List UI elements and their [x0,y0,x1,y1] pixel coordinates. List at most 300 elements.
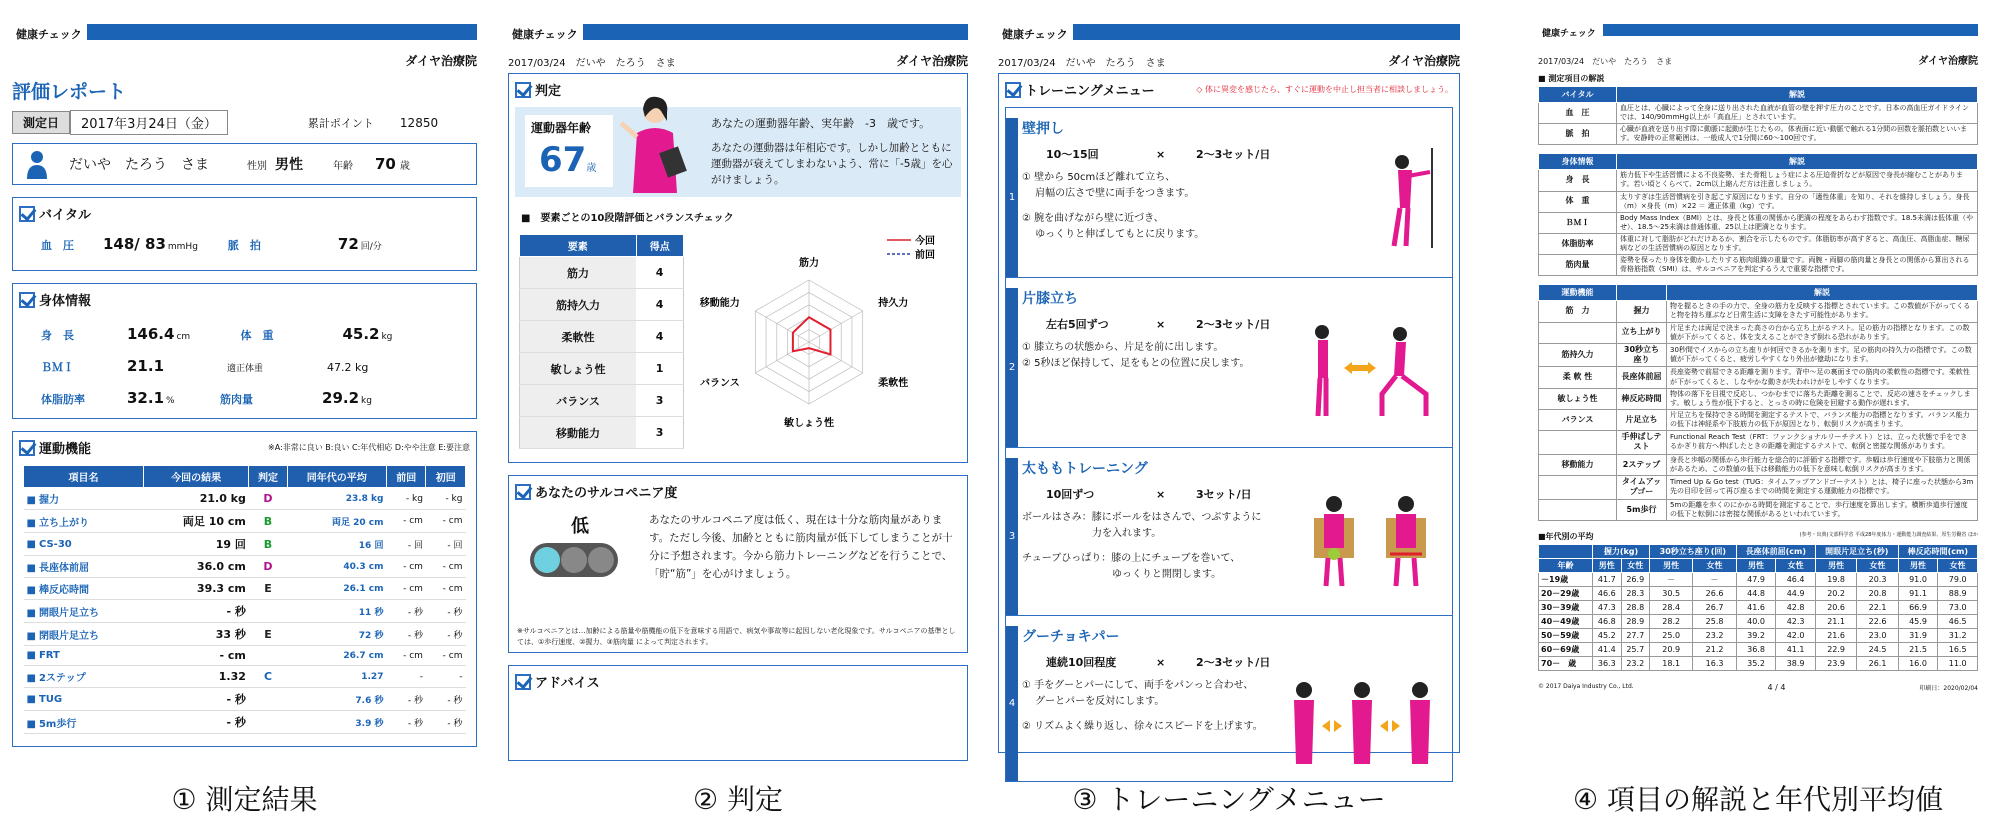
vital-explanation-table [1538,86,1978,145]
avg-cell: 16.5 [1938,642,1978,656]
patient-box [12,143,477,185]
avg-cell: 47.3 [1593,600,1621,614]
exp-cell: 移動能力 [1539,454,1617,475]
motor-cell: - cm [386,556,425,578]
training-reps [1046,654,1452,670]
table-row [1539,343,1978,367]
exp-header-cell: 解説 [1667,285,1978,301]
avg-cell: 20－29歳 [1539,586,1593,600]
element-score: 4 [636,257,683,289]
motor-cell: C [249,666,287,688]
avg-cell: 22.1 [1857,600,1898,614]
body-info-box [12,283,477,419]
table-row [520,353,684,385]
avg-cell: 70－ 歳 [1539,656,1593,670]
sub-header [508,52,968,69]
motor-cell [249,711,287,734]
motor-cell: 36.0 cm [143,556,248,578]
fat-unit: % [166,396,175,406]
motor-cell [24,646,144,666]
table-row [1539,642,1978,656]
age-msg-1: あなたの運動器年齢、実年齢 -3 歳です。 [711,117,931,130]
exp-cell: ＢＭＩ [1539,212,1617,233]
element-name: 移動能力 [520,417,637,449]
legend-now: 今回 [915,236,935,247]
height-value: 146.4 [127,325,175,343]
training-list [1005,107,1453,782]
doc-date: 2017/03/24 [998,58,1056,69]
exp-cell: 体脂肪率 [1539,233,1617,254]
exp-cell: 血 圧 [1539,103,1617,124]
bmi-value: 21.1 [127,357,165,375]
exp-cell: 身 長 [1539,170,1617,191]
avg-cell: 36.3 [1593,656,1621,670]
motor-cell: - 秒 [426,600,466,623]
table-row [1539,628,1978,642]
training-name: 片膝立ち [1022,291,1078,307]
check-icon [515,674,531,690]
sets-value: 2～3セット/日 [1196,148,1271,161]
motor-cell: 7.6 秒 [287,688,386,711]
motor-cell: - 秒 [386,688,425,711]
avg-cell: 11.0 [1938,656,1978,670]
motor-cell: - 秒 [386,600,425,623]
table-row [24,600,466,623]
avg-cell: 22.6 [1857,614,1898,628]
pulse-value: 72 [337,235,359,253]
avg-cell: 45.2 [1593,628,1621,642]
training-step: 肩幅の広さで壁に両手をつきます。 [1022,187,1195,199]
check-icon [1005,82,1021,98]
avg-cell: 23.2 [1621,656,1649,670]
table-row [520,417,684,449]
table-row [24,488,466,510]
avg-cell: 20.6 [1815,600,1856,614]
exp-cell: 心臓が血液を送り出す際に動脈に起動が生じたもの。体表面に近い動脈で触れる1分間の回数を脈拍数といいます。安静時の正常範囲は、一般成人で1分間に60～100回です。 [1617,124,1978,145]
clinic-name: ダイヤ治療院 [896,54,968,68]
motor-cell [24,666,144,688]
motor-table [23,465,466,734]
table-row [520,321,684,353]
exp-cell [1539,499,1617,520]
age-value: 70 [375,155,396,173]
radar-axis [755,342,809,373]
vital-title: バイタル [39,208,92,223]
motor-cell: 26.7 cm [287,646,386,666]
thigh-training-illustration [1302,488,1442,588]
sub-header [998,52,1460,69]
table-row [24,578,466,600]
check-icon [19,206,35,222]
training-number: 1 [1006,118,1018,277]
exp-cell: 2ステップ [1617,454,1667,475]
header-label: 健康チェック [512,28,578,41]
exp-cell [1539,431,1617,455]
motor-cell: 33 秒 [143,623,248,646]
avg-cell: 60－69歳 [1539,642,1593,656]
times-symbol: × [1156,318,1166,331]
avg-cell: 22.9 [1815,642,1856,656]
motor-cell: D [249,556,287,578]
page-header [508,20,968,50]
avg-cell: 41.6 [1736,600,1776,614]
motor-cell [24,623,144,646]
exp-cell: 物を握るときの手の力で、全身の筋力を反映する指標とされています。この数値が下がってくると物を持ち運ぶなど日常生活に支障をきたす可能性があります。 [1667,301,1978,322]
radar-section-title: ■ 要素ごとの10段階評価とバランスチェック [521,213,734,224]
motor-header-cell: 前回 [386,466,425,488]
avg-cell: 44.9 [1776,586,1816,600]
avg-cell: 42.8 [1776,600,1816,614]
table-row [1539,255,1978,276]
bullet-icon: ■ [26,585,36,596]
caption-4: ④ 項目の解説と年代別平均値 [1572,783,1943,816]
table-row [24,711,466,734]
exp-cell: 立ち上がり [1617,322,1667,343]
motor-header-cell: 初回 [426,466,466,488]
motor-cell: E [249,578,287,600]
exp-cell: 体重に対して脂肪がどれだけあるか、割合を示したものです。体脂肪率が高すぎると、高血圧、高脂血症、糖尿病などの生活習慣病の原因となります。 [1617,233,1978,254]
element-score: 4 [636,321,683,353]
table-row [1539,409,1978,430]
avg-cell: 36.8 [1736,642,1776,656]
motor-cell: - cm [426,578,466,600]
radar-axis-label: 持久力 [878,298,909,309]
avg-cell: 26.9 [1621,572,1649,586]
wall-push-illustration [1372,148,1442,248]
bp-unit: mmHg [167,242,198,252]
table-row [1539,499,1978,520]
element-score: 4 [636,289,683,321]
table-row [1539,170,1978,191]
motor-cell: 21.0 kg [143,488,248,510]
motor-item-name: 長座体前屈 [38,563,89,574]
muscle-value: 29.2 [322,389,360,407]
avg-group-header: 長座体前屈(cm) [1736,544,1815,558]
motor-function-box [12,431,477,747]
muscle-label: 筋肉量 [220,393,254,406]
check-icon [515,484,531,500]
avg-cell: 28.9 [1621,614,1649,628]
exp-cell: 身長と歩幅の関係から歩行能力を総合的に評価する指標です。歩幅は歩行速度や下肢筋力と関係があるため、この数値の低下は移動能力の低下を意味し転倒リスクが高まります。 [1667,454,1978,475]
age-box-label: 運動器年齢 [531,121,592,135]
avg-cell: － [1650,572,1693,586]
avg-cell: 21.2 [1693,642,1736,656]
sarco-title: あなたのサルコペニア度 [535,486,678,501]
exp-cell: 筋肉量 [1539,255,1617,276]
motor-item-name: FRT [38,650,60,661]
training-step: グーとパーを反対にします。 [1022,695,1165,707]
motor-item-name: 開眼片足立ち [38,607,99,619]
training-name: グーチョキパー [1022,629,1120,645]
table-row [24,533,466,556]
training-warning: ◇ 体に異変を感じたら、すぐに運動を中止し担当者に相談しましょう。 [1196,85,1453,94]
avg-corner [1539,544,1593,558]
clinic-name: ダイヤ治療院 [1388,54,1460,68]
training-title: トレーニングメニュー [1025,84,1155,99]
motor-cell [249,688,287,711]
motor-item-name: CS-30 [38,538,72,550]
training-step: ② 5秒ほど保持して、足をもとの位置に戻します。 [1022,357,1250,369]
age-panel [515,107,961,197]
caption-1: ① 測定結果 [171,783,318,816]
fat-value: 32.1 [127,389,165,407]
motor-cell [24,711,144,734]
avg-cell: 26.7 [1693,600,1736,614]
avg-cell: 46.6 [1593,586,1621,600]
page-number: 4 / 4 [1767,682,1786,692]
avg-cell: 50－59歳 [1539,628,1593,642]
reps-value: 左右5回ずつ [1046,318,1109,331]
avg-group-header: 30秒立ち座り(回) [1650,544,1737,558]
training-step: チューブひっぱり：膝の上にチューブを巻いて、 [1022,553,1241,564]
motor-cell: - kg [386,488,425,510]
std-weight-label: 適正体重 [227,364,264,374]
table-row [1539,191,1978,212]
sarco-note: ※サルコペニアとは…加齢による筋量や筋機能の低下を意味する用語で、病気や事故等に起因しない老化現象です。サルコペニアの基準としては、①歩行速度、②握力、③筋肉量 によって判定されます。 [517,627,956,646]
header-bar [1603,24,1978,36]
avg-cell: 23.0 [1857,628,1898,642]
avg-group-header: 握力(kg) [1593,544,1650,558]
training-step: ② リズムよく繰り返し、徐々にスピードを上げます。 [1022,721,1263,732]
motor-cell [24,578,144,600]
measure-date: 2017年3月24日（金） [70,110,228,135]
avg-cell: 23.9 [1815,656,1856,670]
avg-sub-header: 女性 [1776,558,1816,572]
motor-cell: - cm [426,510,466,533]
motor-cell: - 回 [426,533,466,556]
patient-line: だいや たろう さま [1592,57,1673,66]
motor-header-cell: 今回の結果 [143,466,248,488]
bullet-icon: ■ [26,538,36,550]
page-3-training [998,20,1460,765]
radar-axis-label: バランス [700,378,740,389]
avg-cell: 46.8 [1593,614,1621,628]
radar-axis [755,311,809,342]
table-row [24,556,466,578]
table-row [1539,388,1978,409]
motor-cell: 両足 20 cm [287,510,386,533]
header-bar [1073,24,1460,40]
bullet-icon: ■ [26,630,36,642]
sarco-text: あなたのサルコペニア度は低く、現在は十分な筋肉量があります。ただし今後、加齢とともに筋肉量が低下してしまうことが十分に予想されます。今から筋力トレーニングなどを行うことで、「貯“筋”」を心がけましょう。 [649,514,953,580]
motor-cell: - 秒 [426,623,466,646]
avg-cell: 27.7 [1621,628,1649,642]
avg-cell: 46.5 [1938,614,1978,628]
illustration-wrap [1372,148,1442,252]
exp-cell: 長座姿勢で前屈できる距離を測ります。背中～足の裏面までの筋肉の柔軟性の指標です。柔軟性が下がってくると、しなやかな動きが失われけがをしやすくなります。 [1667,367,1978,388]
exp-cell: Body Mass Index（BMI）とは、身長と体重の関係から肥満の程度をあらわす指数です。18.5未満は低体重（やせ）、18.5～25未満は普通体重、25以上は肥満となります。 [1617,212,1978,233]
exp-header-cell [1617,285,1667,301]
avg-cell: 26.6 [1693,586,1736,600]
motor-cell: - 秒 [143,688,248,711]
exp-cell: 太りすぎは生活習慣病を引き起こす原因になります。自分の「適性体重」を知り、それを維持しましょう。身長（m）×身長（m）×22 ＝ 適正体重（kg）です。 [1617,191,1978,212]
avg-sub-header: 男性 [1593,558,1621,572]
rock-paper-illustration [1282,676,1442,766]
age-msg-2: あなたの運動器は年相応です。しかし加齢とともに運動器が衰えてしまわないよう、常に「-5歳」を心がけましょう。 [711,142,953,186]
motor-cell: 1.27 [287,666,386,688]
avg-cell: 35.2 [1736,656,1776,670]
avg-cell: 41.1 [1776,642,1816,656]
avg-group-header: 開眼片足立ち(秒) [1815,544,1898,558]
age-unit: 歳 [399,160,410,172]
avg-cell: 40－49歳 [1539,614,1593,628]
illustration-wrap [1292,318,1442,422]
bmi-label: ＢＭＩ [41,361,74,374]
avg-cell: 73.0 [1938,600,1978,614]
radar-axis-label: 移動能力 [699,298,740,309]
avg-cell: 28.3 [1621,586,1649,600]
avg-cell: － [1693,572,1736,586]
training-step: ゆっくりと伸ばしてもとに戻ります。 [1022,228,1205,240]
motor-item-name: 握力 [38,495,59,506]
table-row [1539,586,1978,600]
page-4-explanations [1538,20,1978,765]
motor-item-name: 棒反応時間 [38,585,89,596]
exp-cell [1539,322,1617,343]
age-label: 年齢 [333,160,353,172]
illustration-wrap [1282,676,1442,770]
elements-table [519,234,684,449]
motor-cell: 両足 10 cm [143,510,248,533]
half-kneel-illustration [1292,318,1442,418]
table-row [24,510,466,533]
avg-cell: 42.0 [1776,628,1816,642]
motor-cell: D [249,488,287,510]
reps-value: 連続10回程度 [1046,656,1117,669]
table-row [1539,233,1978,254]
table-row [1539,614,1978,628]
element-score: 3 [636,385,683,417]
motor-cell: - 秒 [426,688,466,711]
points-label: 累計ポイント [307,116,374,130]
avg-cell: 23.2 [1693,628,1736,642]
avg-cell: 21.5 [1898,642,1938,656]
table-row [1539,572,1978,586]
training-step: ① 壁から 50cmほど離れて立ち、 [1022,172,1176,183]
motor-cell: - [386,666,425,688]
exp-cell: 筋力低下や生活習慣による不良姿勢、また骨粗しょう症による圧迫骨折などが原因で身長が縮むことがあります。若い頃とくらべて、2cm以上縮んだ方は注意しましょう。 [1617,170,1978,191]
times-symbol: × [1156,656,1166,669]
bullet-icon: ■ [26,673,36,684]
training-step: ゆっくりと開閉します。 [1022,568,1222,580]
avg-sub-header: 年齢 [1539,558,1593,572]
page-header [12,20,477,50]
avg-cell: 31.9 [1898,628,1938,642]
bullet-icon: ■ [26,563,36,574]
element-name: 筋持久力 [520,289,637,321]
avg-cell: 39.2 [1736,628,1776,642]
exp-cell: 5m歩行 [1617,499,1667,520]
avg-cell: 79.0 [1938,572,1978,586]
motor-cell: E [249,623,287,646]
exp-cell: 握力 [1617,301,1667,322]
sex-value: 男性 [275,157,303,173]
motor-cell: - cm [426,556,466,578]
motor-cell: 3.9 秒 [287,711,386,734]
motor-cell [24,510,144,533]
motor-cell: - 秒 [386,711,425,734]
avg-cell: 47.9 [1736,572,1776,586]
motor-cell [24,556,144,578]
avg-cell: 28.8 [1621,600,1649,614]
sarcopenia-box [508,475,968,653]
training-step: ① 手をグーとパーにして、両手をパンっと合わせ、 [1022,680,1254,691]
table-row [1539,476,1978,500]
avg-cell: 28.2 [1650,614,1693,628]
element-header-cell: 要素 [520,235,637,257]
judgement-box [508,73,968,463]
fat-label: 体脂肪率 [41,393,85,406]
training-number: 3 [1006,458,1018,615]
page-header [998,20,1460,50]
table-row [1539,431,1978,455]
doctor-illustration [615,93,695,193]
print-date: 印刷日：2020/02/04 [1919,684,1978,692]
motor-cell: - 回 [386,533,425,556]
patient-name: だいや たろう さま [69,157,209,173]
radar-axis-label: 筋力 [799,258,819,269]
exp-cell: 5mの距離を歩くのにかかる時間を測定することで、歩行速度を算出します。横断歩道歩行速度の低下と転倒には密接な関係があるといわれています。 [1667,499,1978,520]
page-1-measurement [12,20,477,765]
table-row [1539,212,1978,233]
sets-value: 3セット/日 [1196,488,1252,501]
exp-cell: 血圧とは、心臓によって全身に送り出された血液が血管の壁を押す圧力のことです。日本の高血圧ガイドラインでは、140/90mmHg以上が「高血圧」とされています。 [1617,103,1978,124]
age-average-table [1538,544,1978,671]
training-step: ボールはさみ：膝にボールをはさんで、つぶすように [1022,512,1262,523]
motor-explanation-table [1538,284,1978,521]
element-score: 1 [636,353,683,385]
motor-cell [24,600,144,623]
exp-cell: 棒反応時間 [1617,388,1667,409]
avg-cell: 21.6 [1815,628,1856,642]
avg-cell: 28.4 [1650,600,1693,614]
motor-cell: - kg [426,488,466,510]
check-icon [19,292,35,308]
pulse-unit: 回/分 [360,242,382,252]
std-weight-value: 47.2 kg [327,361,369,374]
table-row [1539,301,1978,322]
avg-cell: 91.1 [1898,586,1938,600]
avg-cell: 24.5 [1857,642,1898,656]
motor-header-cell: 同年代の平均 [287,466,386,488]
legend-prev: 前回 [915,250,935,261]
points-value: 12850 [399,115,439,130]
motor-cell: - [426,666,466,688]
avg-cell: 25.8 [1693,614,1736,628]
bullet-icon: ■ [26,693,36,705]
motor-cell: - 秒 [426,711,466,734]
motor-header-cell: 項目名 [24,466,144,488]
element-name: バランス [520,385,637,417]
exp-cell: 30秒立ち座り [1617,343,1667,367]
exp-cell: 片足立ちを保持できる時間を測定するテストで、バランス能力の指標となります。バランス能力の低下は神経系や下肢筋力の低下が原因となり、転倒リスクが高まります。 [1667,409,1978,430]
training-item [1006,288,1452,448]
vital-box [12,197,477,271]
weight-label: 体 重 [240,329,274,342]
exp-cell: 長座体前屈 [1617,367,1667,388]
exp-header-cell: 解説 [1617,154,1978,170]
radar-axis [809,311,863,342]
judge-title: 判定 [535,84,562,99]
muscle-unit: kg [361,396,372,406]
table-row [1539,656,1978,670]
motor-cell: - 秒 [143,600,248,623]
motor-cell: - cm [386,578,425,600]
motor-cell: 16 回 [287,533,386,556]
weight-unit: kg [381,332,393,342]
motor-cell: 72 秒 [287,623,386,646]
element-name: 敏しょう性 [520,353,637,385]
